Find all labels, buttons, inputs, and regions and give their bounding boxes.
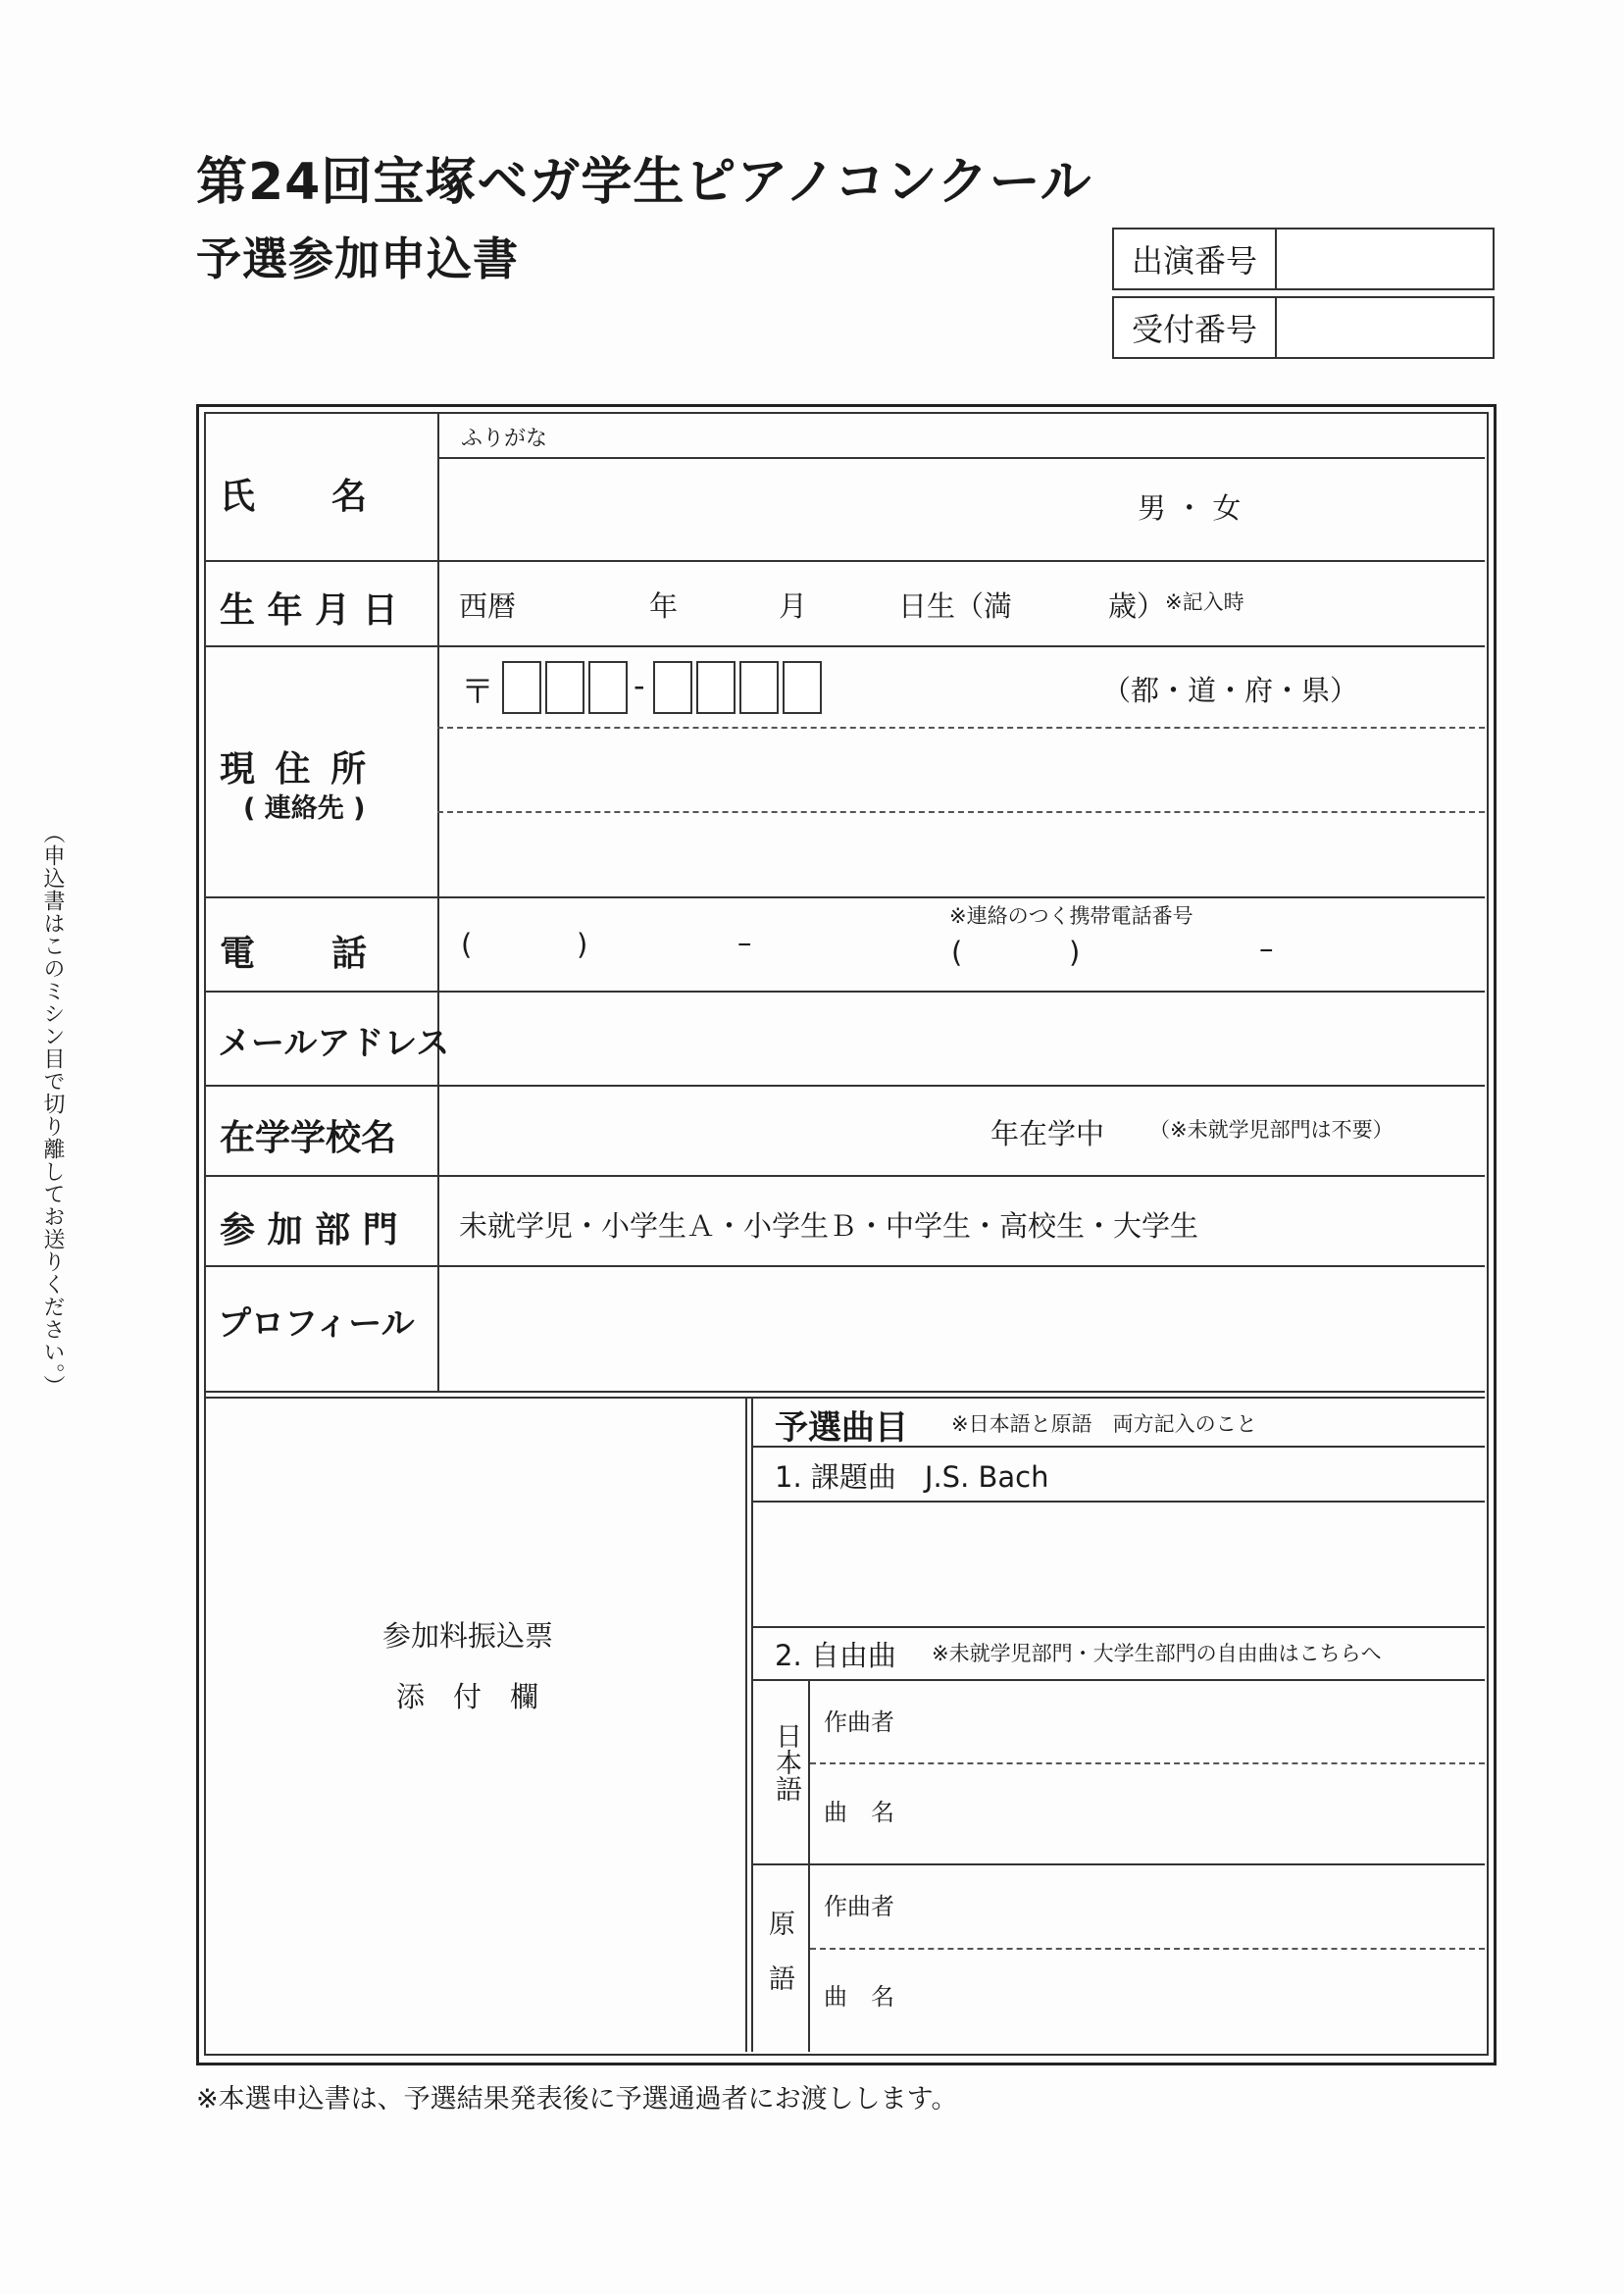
postal-box-2[interactable] <box>545 661 584 714</box>
postal-box-3[interactable] <box>588 661 628 714</box>
postal-box-4[interactable] <box>653 661 692 714</box>
postal-box-6[interactable] <box>739 661 779 714</box>
phone-paren-close: ) <box>577 928 588 961</box>
phone-dash: – <box>737 926 752 959</box>
phone-label: 電 話 <box>220 934 370 974</box>
set-piece-label: 1. 課題曲 J.S. Bach <box>775 1460 1049 1494</box>
era-label: 西暦 <box>459 589 517 623</box>
prefecture-label: （都・道・府・県） <box>1102 674 1359 707</box>
orig-composer-label: 作曲者 <box>824 1893 894 1920</box>
postal-box-1[interactable] <box>502 661 541 714</box>
email-input[interactable] <box>441 994 1481 1083</box>
original-label-2: 語 <box>769 1964 795 1995</box>
postal-hyphen: - <box>634 667 645 704</box>
jp-composer-input[interactable] <box>814 1683 1481 1758</box>
form-subtitle: 予選参加申込書 <box>196 232 519 285</box>
mobile-dash: – <box>1259 932 1274 965</box>
mobile-note: ※連絡のつく携帯電話番号 <box>949 904 1193 928</box>
postal-box-5[interactable] <box>696 661 736 714</box>
fee-slip-label: 参加料振込票 <box>382 1619 554 1653</box>
address-input[interactable] <box>441 730 1481 894</box>
orig-title-input[interactable] <box>814 1952 1481 2048</box>
school-label: 在学学校名 <box>220 1118 397 1158</box>
form-title: 第24回宝塚ベガ学生ピアノコンクール <box>196 153 1092 212</box>
perforation-note: （申込書はこのミシン目で切り離してお送りください。） <box>40 822 65 1398</box>
address-sub-label: ( 連絡先 ) <box>243 793 366 824</box>
as-of-entry-note: ※記入時 <box>1165 590 1244 614</box>
school-input[interactable] <box>441 1089 971 1173</box>
age-label: 歳） <box>1108 589 1166 623</box>
grade-label: 年在学中 <box>990 1117 1105 1150</box>
postal-box-7[interactable] <box>783 661 822 714</box>
furigana-label: ふりがな <box>461 427 548 451</box>
pieces-heading: 予選曲目 <box>775 1408 908 1448</box>
name-label: 氏 名 <box>220 477 370 517</box>
division-options[interactable]: 未就学児・小学生Ａ・小学生Ｂ・中学生・高校生・大学生 <box>459 1209 1199 1243</box>
jp-composer-label: 作曲者 <box>824 1708 894 1736</box>
jp-title-label: 曲 名 <box>824 1799 894 1826</box>
phone-paren-open: ( <box>461 928 473 961</box>
month-label: 月 <box>779 589 808 623</box>
free-piece-note: ※未就学児部門・大学生部門の自由曲はこちらへ <box>932 1642 1382 1665</box>
fee-slip-area <box>208 1401 741 2048</box>
school-note: （※未就学児部門は不要） <box>1149 1118 1394 1142</box>
jp-title-input[interactable] <box>814 1765 1481 1860</box>
fee-attach-label: 添 付 欄 <box>396 1680 539 1713</box>
day-label: 日生（満 <box>898 589 1013 623</box>
mobile-paren-open: ( <box>951 936 963 969</box>
reception-number-box <box>1112 296 1495 359</box>
orig-composer-input[interactable] <box>814 1867 1481 1944</box>
year-label: 年 <box>649 589 679 623</box>
performance-number-label: 出演番号 <box>1114 229 1277 288</box>
japanese-label: 日本語 <box>771 1722 801 1802</box>
original-label-1: 原 <box>769 1910 795 1940</box>
postal-mark: 〒 <box>461 673 494 712</box>
division-label: 参 加 部 門 <box>220 1210 398 1250</box>
free-piece-label: 2. 自由曲 <box>775 1639 896 1672</box>
profile-label: プロフィール <box>218 1304 415 1344</box>
performance-number-box <box>1112 228 1495 290</box>
set-piece-input[interactable] <box>755 1504 1481 1622</box>
orig-title-label: 曲 名 <box>824 1983 894 2011</box>
profile-input[interactable] <box>441 1269 1481 1389</box>
reception-number-label: 受付番号 <box>1114 298 1277 357</box>
address-label: 現 住 所 <box>220 749 371 790</box>
gender-select[interactable]: 男 ・ 女 <box>1138 491 1242 525</box>
birthdate-label: 生 年 月 日 <box>220 590 398 631</box>
pieces-heading-note: ※日本語と原語 両方記入のこと <box>951 1412 1257 1436</box>
name-input[interactable] <box>441 461 1481 557</box>
email-label: メールアドレス <box>218 1024 450 1063</box>
footer-note: ※本選申込書は、予選結果発表後に予選通過者にお渡しします。 <box>196 2084 958 2115</box>
mobile-paren-close: ) <box>1069 936 1081 969</box>
phone-input[interactable] <box>441 922 1481 989</box>
